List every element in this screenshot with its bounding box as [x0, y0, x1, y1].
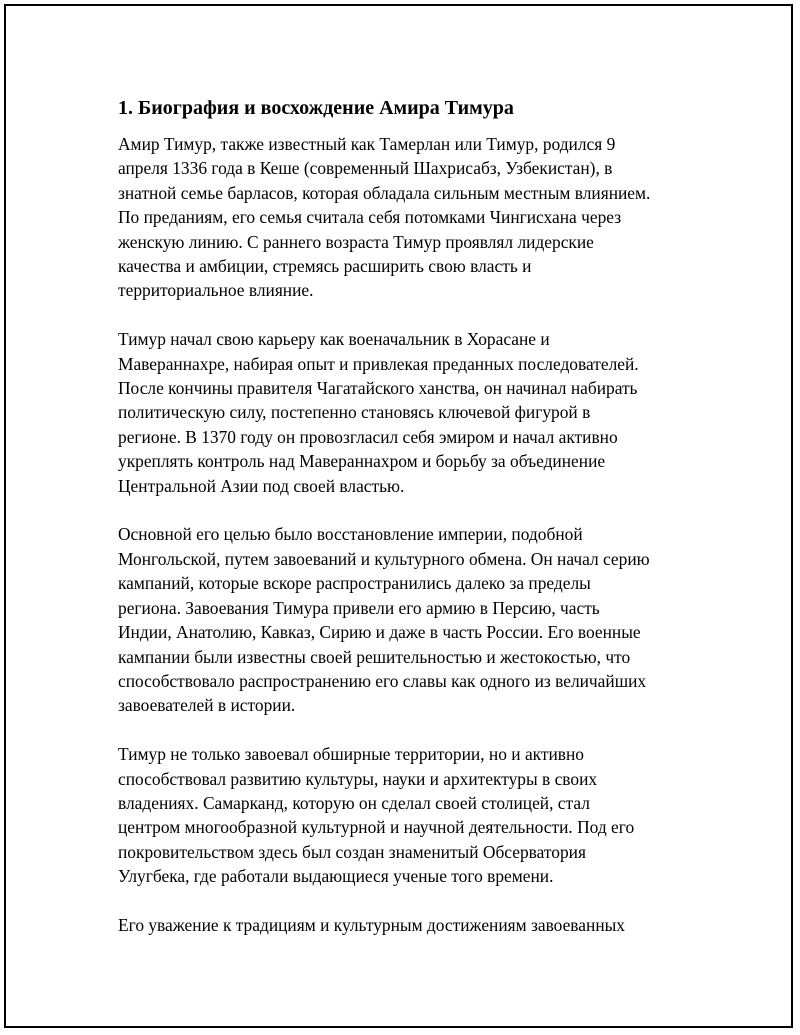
- text-line: Тимур начал свою карьеру как военачальник в Хорасане и: [118, 329, 550, 350]
- text-line: Мавераннахре, набирая опыт и привлекая преданных последователей.: [118, 353, 639, 374]
- paragraph: [118, 132, 708, 303]
- text-line: женскую линию. С раннего возраста Тимур проявлял лидерские: [118, 231, 594, 252]
- text-line: Амир Тимур, также известный как Тамерлан или Тимур, родился 9: [118, 134, 616, 154]
- text-line: качества и амбиции, стремясь расширить свою власть и: [118, 256, 532, 277]
- text-line: способствовало распространению его славы как одного из величайших: [118, 670, 647, 691]
- text-line: Основной его целью было восстановление империи, подобной: [118, 524, 583, 545]
- text-line: Центральной Азии под своей властью.: [118, 475, 405, 496]
- text-line: После кончины правителя Чагатайского ханства, он начинал набирать: [118, 378, 638, 399]
- text-line: завоевателей в истории.: [118, 695, 296, 716]
- text-line: Тимур не только завоевал обширные территории, но и активно: [118, 744, 584, 765]
- paragraph: [118, 913, 708, 937]
- text-line: покровительством здесь был создан знаменитый Обсерватория: [118, 841, 586, 862]
- text-line: апреля 1336 года в Кеше (современный Шахрисабз, Узбекистан), в: [118, 158, 613, 179]
- text-line: Улугбека, где работали выдающиеся ученые того времени.: [118, 866, 554, 887]
- text-line: центром многообразной культурной и научной деятельности. Под его: [118, 817, 635, 838]
- paragraphs-container: [118, 132, 708, 937]
- text-line: Монгольской, путем завоеваний и культурного обмена. Он начал серию: [118, 548, 650, 569]
- text-line: владениях. Самарканд, которую он сделал своей столицей, стал: [118, 792, 590, 813]
- text-line: регионе. В 1370 году он провозгласил себя эмиром и начал активно: [118, 426, 618, 447]
- text-line: знатной семье барласов, которая обладала сильным местным влиянием.: [118, 182, 651, 203]
- text-line: кампании были известны своей решительностью и жестокостью, что: [118, 646, 631, 667]
- paragraph: [118, 522, 708, 717]
- text-line: По преданиям, его семья считала себя потомками Чингисхана через: [118, 207, 622, 228]
- text-line: кампаний, которые вскоре распространились далеко за пределы: [118, 573, 591, 594]
- text-line: укреплять контроль над Мавераннахром и борьбу за объединение: [118, 451, 606, 472]
- paragraph: [118, 742, 708, 888]
- document-content: [118, 96, 708, 962]
- document-page: [4, 4, 793, 1028]
- text-line: политическую силу, постепенно становясь ключевой фигурой в: [118, 402, 591, 423]
- paragraph: [118, 327, 708, 498]
- text-line: способствовал развитию культуры, науки и архитектуры в своих: [118, 768, 598, 789]
- text-line: Индии, Анатолию, Кавказ, Сирию и даже в часть России. Его военные: [118, 622, 641, 643]
- section-heading: 1. Биография и восхождение Амира Тимура: [118, 97, 514, 119]
- text-line: территориальное влияние.: [118, 280, 314, 301]
- text-line: региона. Завоевания Тимура привели его армию в Персию, часть: [118, 597, 600, 618]
- text-line: Его уважение к традициям и культурным достижениям завоеванных: [118, 914, 626, 935]
